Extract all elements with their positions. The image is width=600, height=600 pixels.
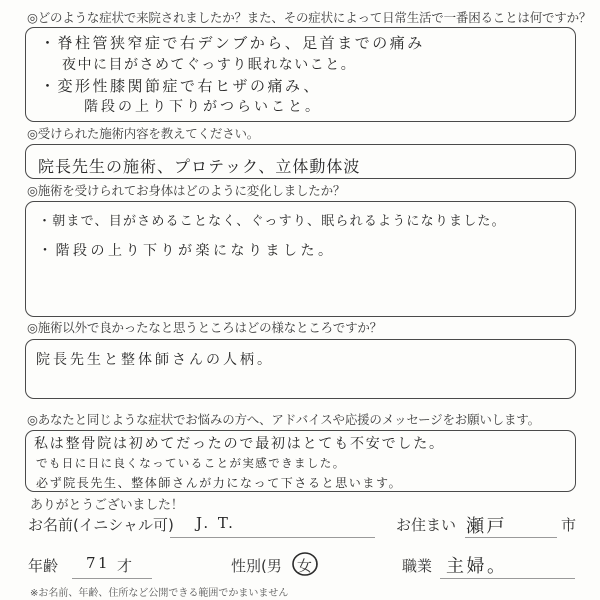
job-value: 主婦。: [446, 556, 508, 577]
age-label: 年齢: [28, 557, 59, 575]
answer-5-line-3: 必ず院長先生、整体師さんが力になって下さると思います。: [36, 476, 403, 490]
answer-3-line-1: ・朝まで、目がさめることなく、ぐっすり、眠られるようになりました。: [38, 214, 506, 229]
answer-3-line-2: ・階段の上り下りが楽になりました。: [38, 243, 336, 259]
answer-1-line-4: 階段の上り下りがつらいこと。: [84, 99, 322, 115]
question-1-prompt: ◎どのような症状で来院されましたか？また、その症状によって日常生活で一番困ることは何ですか？: [27, 10, 592, 25]
answer-5-line-1: 私は整骨院は初めてだったので最初はとても不安でした。: [34, 436, 445, 452]
age-underline: [72, 578, 152, 579]
address-underline: [465, 537, 557, 538]
name-underline: [170, 537, 375, 538]
gender-label: 性別(男: [231, 557, 282, 575]
address-label: お住まい: [396, 516, 457, 534]
name-value: J. T.: [196, 514, 236, 532]
footnote: ※お名前、年齢、住所など公開できる範囲でかまいません: [30, 588, 289, 599]
age-suffix: 才: [117, 557, 133, 575]
question-3-prompt: ◎施術を受けられてお身体はどのように変化しましたか？: [27, 183, 346, 198]
age-value: 71: [86, 554, 111, 572]
question-2-prompt: ◎受けられた施術内容を教えてください。: [27, 126, 260, 141]
job-label: 職業: [402, 557, 433, 575]
answer-box-3: [25, 201, 576, 317]
answer-box-4: [25, 339, 576, 399]
answer-1-line-2: 夜中に目がさめてぐっすり眠れないこと。: [62, 57, 357, 73]
address-suffix: 市: [561, 516, 577, 534]
answer-1-line-1: ・脊柱管狭窄症で右デンブから、足首までの痛み: [40, 34, 425, 52]
closing-message: ありがとうございました！: [30, 498, 184, 513]
address-value: 瀬戸: [466, 516, 507, 537]
gender-close-paren: ): [313, 555, 319, 573]
question-4-prompt: ◎施術以外で良かったなと思うところはどの様なところですか？: [27, 320, 382, 335]
answer-4-line-1: 院長先生と整体師さんの人柄。: [36, 352, 274, 368]
name-label: お名前(イニシャル可): [28, 516, 174, 534]
answer-box-5: [25, 430, 576, 492]
job-underline: [440, 578, 575, 579]
answer-box-2: [25, 144, 576, 179]
answer-5-line-2: でも日に日に良くなっていることが実感できました。: [36, 456, 346, 470]
question-5-prompt: ◎あなたと同じような症状でお悩みの方へ、アドバイスや応援のメッセージをお願いします。: [27, 412, 540, 427]
answer-1-line-3: ・変形性膝関節症で右ヒザの痛み、: [40, 77, 321, 95]
answer-2-line-1: 院長先生の施術、プロテック、立体動体波: [38, 157, 361, 176]
gender-female-option: 女: [297, 557, 313, 575]
answer-box-1: [25, 27, 576, 122]
